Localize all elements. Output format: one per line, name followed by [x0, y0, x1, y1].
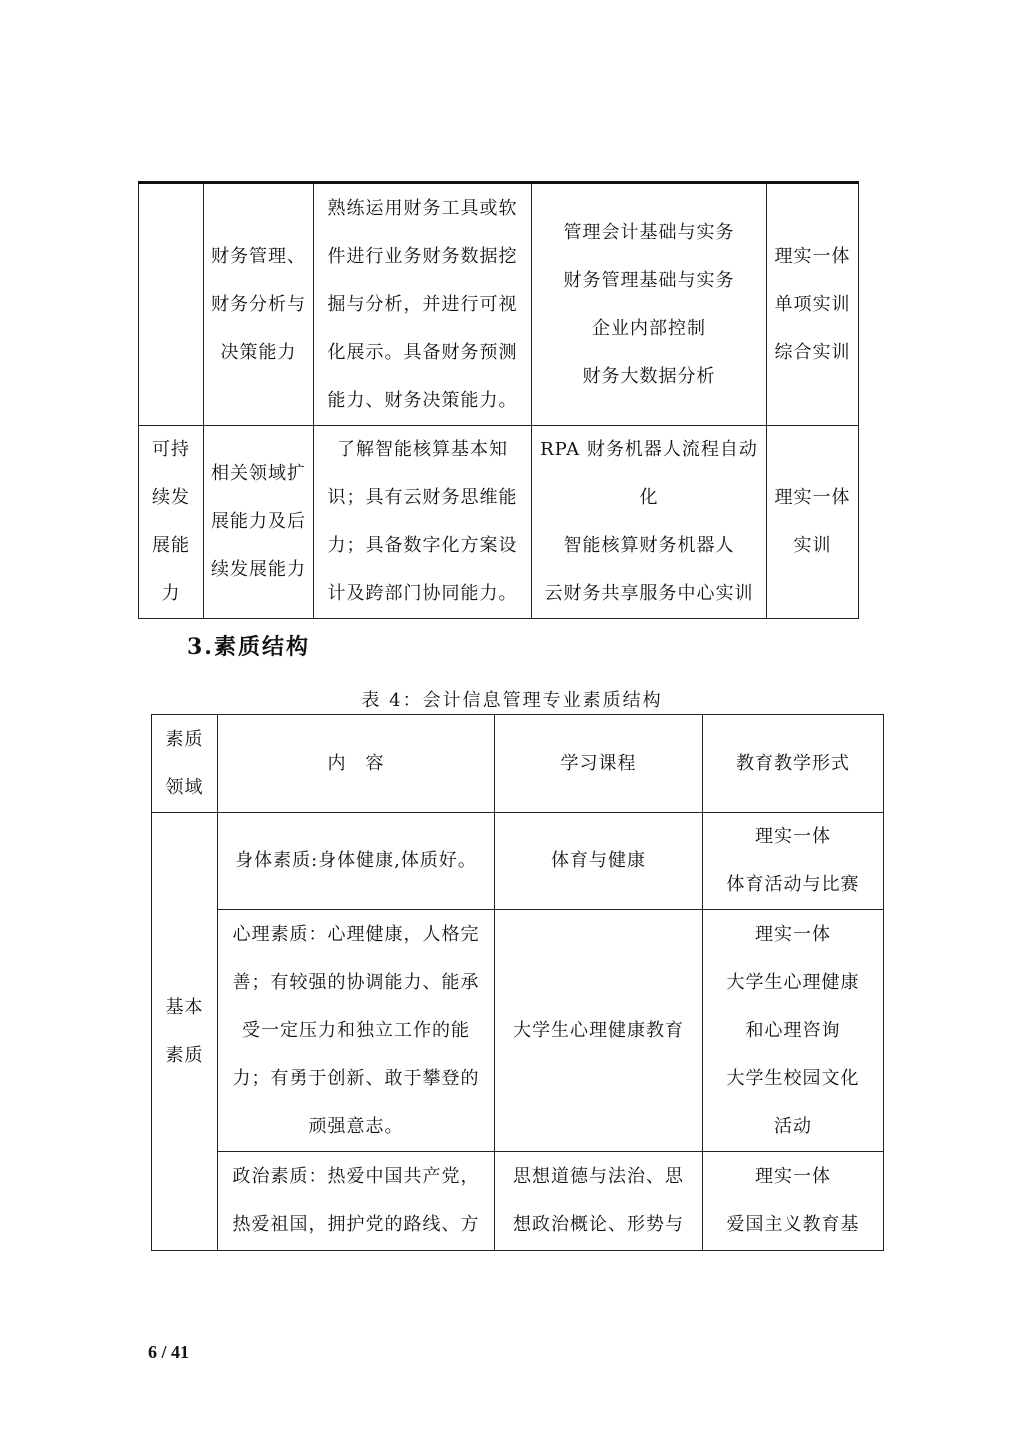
section-heading: 3.素质结构 — [187, 634, 310, 660]
courses-cell: 大学生心理健康教育 — [495, 910, 703, 1152]
header-content: 内 容 — [218, 715, 495, 813]
table-row — [152, 1152, 884, 1251]
content-cell: 政治素质：热爱中国共产党， 热爱祖国，拥护党的路线、方 — [218, 1152, 495, 1251]
header-courses: 学习课程 — [495, 715, 703, 813]
ability-domain-cell — [139, 183, 204, 426]
teaching-form-cell: 理实一体 实训 — [767, 426, 859, 619]
form-cell: 理实一体 爱国主义教育基 — [703, 1152, 884, 1251]
header-form: 教育教学形式 — [703, 715, 884, 813]
form-cell: 理实一体 体育活动与比赛 — [703, 813, 884, 910]
content-cell: 身体素质:身体健康,体质好。 — [218, 813, 495, 910]
table-row — [139, 183, 859, 426]
page-number: 6 / 41 — [148, 1342, 190, 1362]
table-header-row — [152, 715, 884, 813]
ability-name-cell: 相关领域扩 展能力及后 续发展能力 — [204, 426, 314, 619]
table-row — [152, 813, 884, 910]
ability-domain-cell: 可持 续发 展能 力 — [139, 426, 204, 619]
table-row — [139, 426, 859, 619]
courses-cell: RPA 财务机器人流程自动 化 智能核算财务机器人 云财务共享服务中心实训 — [532, 426, 767, 619]
courses-cell: 思想道德与法治、思 想政治概论、形势与 — [495, 1152, 703, 1251]
courses-cell: 管理会计基础与实务 财务管理基础与实务 企业内部控制 财务大数据分析 — [532, 183, 767, 426]
header-domain: 素质 领域 — [152, 715, 218, 813]
ability-description-cell: 了解智能核算基本知 识；具有云财务思维能 力；具备数字化方案设 计及跨部门协同能力。 — [314, 426, 532, 619]
ability-description-cell: 熟练运用财务工具或软 件进行业务财务数据挖 掘与分析，并进行可视 化展示。具备财务预测 能力、财务决策能力。 — [314, 183, 532, 426]
quality-structure-table — [151, 714, 884, 1251]
ability-table-continued — [138, 181, 859, 619]
teaching-form-cell: 理实一体 单项实训 综合实训 — [767, 183, 859, 426]
form-cell: 理实一体 大学生心理健康 和心理咨询 大学生校园文化 活动 — [703, 910, 884, 1152]
ability-name-cell: 财务管理、 财务分析与 决策能力 — [204, 183, 314, 426]
table-caption: 表 4：会计信息管理专业素质结构 — [361, 690, 663, 711]
table-row — [152, 910, 884, 1152]
content-cell: 心理素质：心理健康，人格完 善；有较强的协调能力、能承 受一定压力和独立工作的能 力；有勇于创新、敢于攀登的 顽强意志。 — [218, 910, 495, 1152]
domain-cell: 基本 素质 — [152, 813, 218, 1251]
courses-cell: 体育与健康 — [495, 813, 703, 910]
